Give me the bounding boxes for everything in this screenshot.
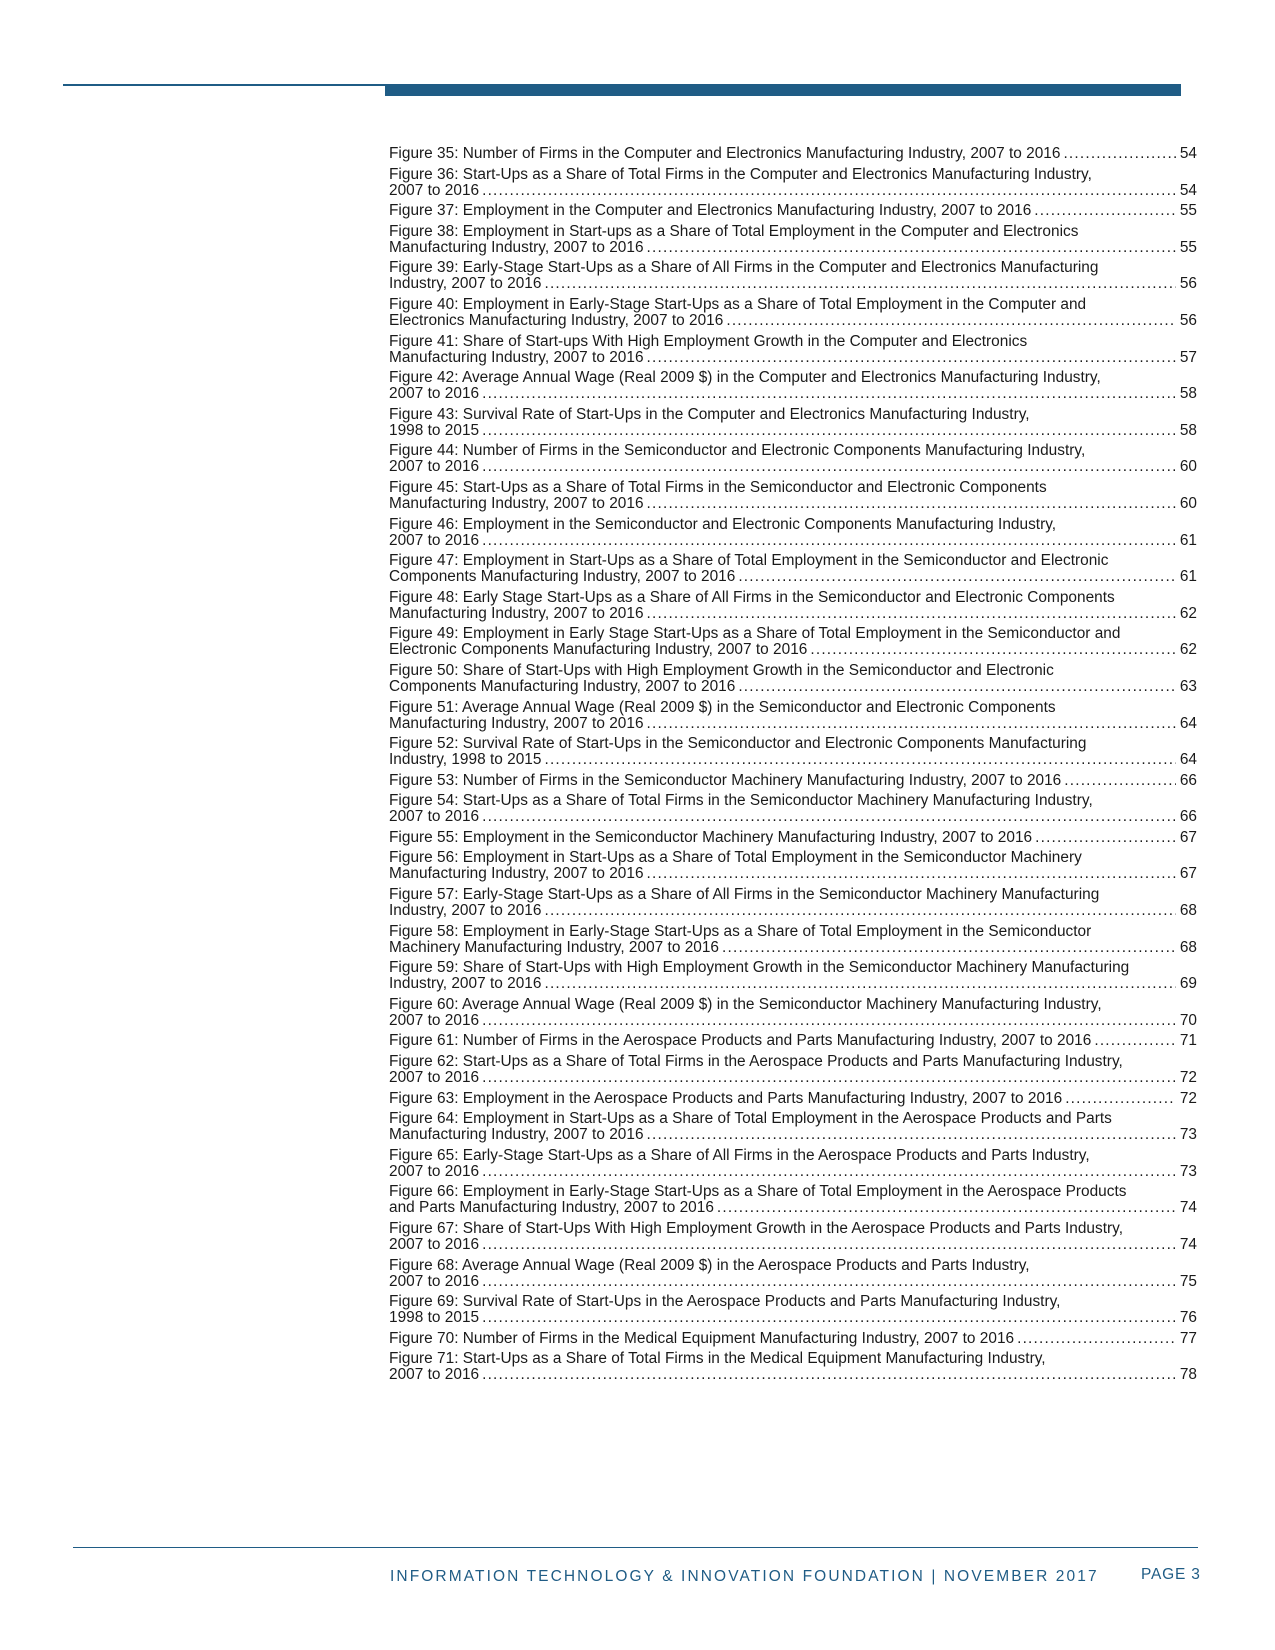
toc-entry-row: [389, 642, 1197, 658]
dot-leader: [544, 976, 1175, 992]
dot-leader: [1094, 1033, 1175, 1049]
toc-entry-row: [389, 1070, 1197, 1086]
toc-entry-title-line: Industry, 2007 to 2016: [389, 275, 542, 293]
toc-entry-title-line: Figure 58: Employment in Early-Stage Start-Ups as a Share of Total Employment in the Semiconductor: [389, 922, 1092, 940]
dot-leader: [647, 496, 1176, 512]
toc-entry-row: [389, 1013, 1197, 1029]
dot-leader: [482, 459, 1176, 475]
dot-leader: [738, 569, 1176, 585]
toc-entry-title-line: Figure 35: Number of Firms in the Computer and Electronics Manufacturing Industry, 2007 to 2016: [389, 145, 1061, 162]
toc-entry-title-line: Electronics Manufacturing Industry, 2007 to 2016: [389, 311, 724, 329]
toc-entry-title-line: 1998 to 2015: [389, 1309, 480, 1327]
toc-entry-title-line: 2007 to 2016: [389, 181, 480, 199]
dot-leader: [1017, 1331, 1176, 1347]
toc-entry-page-number: 55: [1179, 238, 1197, 256]
toc-entry-row: [389, 1237, 1197, 1253]
toc-entry-page-number: 55: [1179, 202, 1197, 220]
toc-entry[interactable]: [389, 997, 1197, 1029]
toc-entry-title-line: 2007 to 2016: [389, 1069, 480, 1087]
toc-entry-title-line: Figure 56: Employment in Start-Ups as a Share of Total Employment in the Semiconductor Machinery: [389, 849, 1082, 867]
toc-entry[interactable]: [389, 146, 1197, 162]
toc-entry[interactable]: [389, 1033, 1197, 1049]
dot-leader: [482, 1164, 1176, 1180]
toc-entry[interactable]: [389, 1111, 1197, 1143]
toc-entry-page-number: 72: [1179, 1089, 1197, 1107]
toc-entry-title-line: Figure 40: Employment in Early-Stage Start-Ups as a Share of Total Employment in the Computer and: [389, 295, 1087, 313]
toc-entry-row: [389, 1164, 1197, 1180]
toc-entry-title-line: 2007 to 2016: [389, 1236, 480, 1253]
footer-page-number: PAGE 3: [1141, 1566, 1201, 1583]
dot-leader: [1064, 773, 1176, 789]
toc-entry-row: [389, 533, 1197, 549]
toc-entry-row: [389, 496, 1197, 512]
toc-entry-title-line: Electronic Components Manufacturing Industry, 2007 to 2016: [389, 641, 808, 659]
toc-entry-row: [389, 716, 1197, 732]
dot-leader: [482, 1237, 1176, 1253]
toc-entry-row: [389, 752, 1197, 768]
toc-entry-page-number: 67: [1179, 828, 1197, 846]
toc-entry-row: [389, 203, 1197, 219]
toc-entry-page-number: 61: [1179, 531, 1197, 549]
toc-entry-row: [389, 1127, 1197, 1143]
toc-entry-title-line: Manufacturing Industry, 2007 to 2016: [389, 348, 644, 366]
toc-entry[interactable]: [389, 1221, 1197, 1253]
dot-leader: [482, 1310, 1176, 1326]
toc-entry-page-number: 61: [1179, 568, 1197, 586]
toc-entry-title-line: Figure 68: Average Annual Wage (Real 2009 $) in the Aerospace Products and Parts Industry,: [389, 1256, 1030, 1274]
toc-entry-page-number: 72: [1179, 1069, 1197, 1087]
toc-entry-page-number: 62: [1179, 604, 1197, 622]
toc-entry-page-number: 70: [1179, 1011, 1197, 1029]
list-of-figures: [389, 146, 1197, 1388]
toc-entry[interactable]: [389, 663, 1197, 695]
toc-entry-row: [389, 1200, 1197, 1216]
toc-entry-title-line: Figure 50: Share of Start-Ups with High Employment Growth in the Semiconductor and Electronic: [389, 661, 1054, 679]
toc-entry-page-number: 75: [1179, 1272, 1197, 1290]
toc-entry-title-line: and Parts Manufacturing Industry, 2007 to 2016: [389, 1199, 714, 1217]
toc-entry-row: [389, 679, 1197, 695]
dot-leader: [482, 386, 1176, 402]
toc-entry-title-line: Industry, 2007 to 2016: [389, 902, 542, 920]
toc-entry-title-line: Figure 44: Number of Firms in the Semiconductor and Electronic Components Manufacturing Industry,: [389, 442, 1086, 460]
toc-entry[interactable]: [389, 480, 1197, 512]
toc-entry-row: [389, 276, 1197, 292]
toc-entry-page-number: 57: [1179, 348, 1197, 366]
header-rule-thin: [63, 84, 385, 86]
toc-entry[interactable]: [389, 1091, 1197, 1107]
toc-entry-row: [389, 1331, 1197, 1347]
toc-entry-title-line: Figure 49: Employment in Early Stage Start-Ups as a Share of Total Employment in the Semiconductor and: [389, 625, 1121, 643]
footer-organization: INFORMATION TECHNOLOGY & INNOVATION FOUNDATION | NOVEMBER 2017: [390, 1568, 1099, 1585]
toc-entry[interactable]: [389, 626, 1197, 658]
dot-leader: [1065, 1091, 1176, 1107]
toc-entry-title-line: Figure 52: Survival Rate of Start-Ups in the Semiconductor and Electronic Components Manufacturing: [389, 735, 1087, 753]
toc-entry-row: [389, 866, 1197, 882]
dot-leader: [647, 240, 1176, 256]
toc-entry-page-number: 64: [1179, 714, 1197, 732]
toc-entry-row: [389, 240, 1197, 256]
toc-entry[interactable]: [389, 1294, 1197, 1326]
toc-entry-title-line: Figure 66: Employment in Early-Stage Start-Ups as a Share of Total Employment in the Aerospace Products: [389, 1183, 1127, 1201]
toc-entry-title-line: 2007 to 2016: [389, 1162, 480, 1180]
dot-leader: [544, 276, 1175, 292]
toc-entry-row: [389, 146, 1197, 162]
toc-entry-row: [389, 1367, 1197, 1383]
toc-entry-title-line: Figure 59: Share of Start-Ups with High Employment Growth in the Semiconductor Machinery Manufacturing: [389, 959, 1130, 977]
toc-entry-title-line: Figure 63: Employment in the Aerospace Products and Parts Manufacturing Industry, 2007 to 2016: [389, 1089, 1063, 1107]
toc-entry-page-number: 56: [1179, 311, 1197, 329]
toc-entry-title-line: 2007 to 2016: [389, 458, 480, 476]
toc-entry[interactable]: [389, 224, 1197, 256]
dot-leader: [1035, 830, 1176, 846]
toc-entry[interactable]: [389, 407, 1197, 439]
toc-entry-title-line: Figure 70: Number of Firms in the Medical Equipment Manufacturing Industry, 2007 to 2016: [389, 1329, 1015, 1347]
dot-leader: [482, 1013, 1176, 1029]
dot-leader: [482, 533, 1176, 549]
toc-entry[interactable]: [389, 924, 1197, 956]
toc-entry-page-number: 68: [1179, 938, 1197, 956]
toc-entry-page-number: 73: [1179, 1126, 1197, 1144]
dot-leader: [647, 716, 1176, 732]
toc-entry-title-line: 1998 to 2015: [389, 421, 480, 439]
toc-entry-title-line: Figure 41: Share of Start-ups With High Employment Growth in the Computer and Electronics: [389, 332, 1028, 350]
toc-entry-title-line: Figure 42: Average Annual Wage (Real 2009 $) in the Computer and Electronics Manufacturing Industry,: [389, 369, 1101, 387]
toc-entry-title-line: Manufacturing Industry, 2007 to 2016: [389, 865, 644, 883]
dot-leader: [647, 866, 1176, 882]
toc-entry-row: [389, 940, 1197, 956]
toc-entry[interactable]: [389, 830, 1197, 846]
dot-leader: [717, 1200, 1176, 1216]
toc-entry[interactable]: [389, 773, 1197, 789]
toc-entry-title-line: Figure 36: Start-Ups as a Share of Total Firms in the Computer and Electronics Manufacturing Industry,: [389, 165, 1092, 183]
toc-entry-title-line: Figure 60: Average Annual Wage (Real 2009 $) in the Semiconductor Machinery Manufacturing Industry,: [389, 995, 1102, 1013]
toc-entry[interactable]: [389, 960, 1197, 992]
dot-leader: [647, 1127, 1176, 1143]
header-bar: [385, 84, 1181, 96]
toc-entry[interactable]: [389, 553, 1197, 585]
toc-entry[interactable]: [389, 1331, 1197, 1347]
toc-entry[interactable]: [389, 1258, 1197, 1290]
toc-entry-page-number: 64: [1179, 751, 1197, 769]
toc-entry-page-number: 74: [1179, 1236, 1197, 1253]
toc-entry-row: [389, 903, 1197, 919]
toc-entry-page-number: 63: [1179, 677, 1197, 695]
toc-entry-title-line: Figure 65: Early-Stage Start-Ups as a Share of All Firms in the Aerospace Products and Parts Industry,: [389, 1146, 1090, 1164]
dot-leader: [482, 183, 1176, 199]
toc-entry-title-line: Figure 69: Survival Rate of Start-Ups in the Aerospace Products and Parts Manufacturing Industry,: [389, 1293, 1061, 1311]
dot-leader: [482, 809, 1176, 825]
toc-entry[interactable]: [389, 1148, 1197, 1180]
toc-entry-title-line: Figure 48: Early Stage Start-Ups as a Share of All Firms in the Semiconductor and Electronic Components: [389, 588, 1115, 606]
toc-entry[interactable]: [389, 590, 1197, 622]
toc-entry[interactable]: [389, 793, 1197, 825]
toc-entry-title-line: Figure 57: Early-Stage Start-Ups as a Share of All Firms in the Semiconductor Machinery Manufacturing: [389, 886, 1100, 904]
toc-entry-page-number: 66: [1179, 771, 1197, 789]
dot-leader: [544, 903, 1175, 919]
toc-entry-title-line: Figure 43: Survival Rate of Start-Ups in the Computer and Electronics Manufacturing Industry,: [389, 405, 1030, 423]
toc-entry-title-line: Figure 54: Start-Ups as a Share of Total Firms in the Semiconductor Machinery Manufacturing Industry,: [389, 792, 1093, 810]
dot-leader: [482, 423, 1176, 439]
toc-entry-title-line: 2007 to 2016: [389, 531, 480, 549]
toc-entry-title-line: Figure 38: Employment in Start-ups as a Share of Total Employment in the Computer and Electronics: [389, 222, 1079, 240]
toc-entry-page-number: 68: [1179, 902, 1197, 920]
toc-entry-page-number: 54: [1179, 181, 1197, 199]
toc-entry[interactable]: [389, 887, 1197, 919]
toc-entry-page-number: 67: [1179, 865, 1197, 883]
toc-entry[interactable]: [389, 1054, 1197, 1086]
toc-entry-page-number: 78: [1179, 1366, 1197, 1384]
toc-entry-title-line: Figure 62: Start-Ups as a Share of Total Firms in the Aerospace Products and Parts Manufacturing Industry,: [389, 1053, 1123, 1071]
toc-entry-page-number: 58: [1179, 385, 1197, 403]
toc-entry-row: [389, 773, 1197, 789]
toc-entry-row: [389, 350, 1197, 366]
toc-entry-title-line: Manufacturing Industry, 2007 to 2016: [389, 604, 644, 622]
dot-leader: [482, 1274, 1176, 1290]
toc-entry-page-number: 62: [1179, 641, 1197, 659]
toc-entry[interactable]: [389, 370, 1197, 402]
footer-rule: [73, 1547, 1198, 1548]
toc-entry-title-line: Figure 45: Start-Ups as a Share of Total Firms in the Semiconductor and Electronic Components: [389, 478, 1047, 496]
toc-entry-title-line: 2007 to 2016: [389, 1011, 480, 1029]
toc-entry-page-number: 66: [1179, 808, 1197, 826]
toc-entry-title-line: Manufacturing Industry, 2007 to 2016: [389, 494, 644, 512]
dot-leader: [544, 752, 1175, 768]
toc-entry-title-line: Figure 47: Employment in Start-Ups as a Share of Total Employment in the Semiconductor and Electronic: [389, 552, 1109, 570]
toc-entry-row: [389, 1091, 1197, 1107]
toc-entry-title-line: 2007 to 2016: [389, 1366, 480, 1384]
toc-entry-title-line: Figure 53: Number of Firms in the Semiconductor Machinery Manufacturing Industry, 2007 to 2016: [389, 771, 1062, 789]
toc-entry-title-line: Industry, 2007 to 2016: [389, 975, 542, 993]
toc-entry[interactable]: [389, 1184, 1197, 1216]
dot-leader: [726, 313, 1175, 329]
toc-entry-page-number: 74: [1179, 1199, 1197, 1217]
toc-entry-row: [389, 459, 1197, 475]
toc-entry-row: [389, 386, 1197, 402]
toc-entry-title-line: Figure 64: Employment in Start-Ups as a Share of Total Employment in the Aerospace Products and Parts: [389, 1110, 1112, 1128]
toc-entry-page-number: 58: [1179, 421, 1197, 439]
toc-entry-title-line: Figure 61: Number of Firms in the Aerospace Products and Parts Manufacturing Industry, 2007 to 2016: [389, 1032, 1092, 1050]
toc-entry-page-number: 56: [1179, 275, 1197, 293]
toc-entry[interactable]: [389, 1351, 1197, 1383]
toc-entry[interactable]: [389, 203, 1197, 219]
toc-entry-title-line: 2007 to 2016: [389, 385, 480, 403]
toc-entry[interactable]: [389, 736, 1197, 768]
toc-entry-title-line: Manufacturing Industry, 2007 to 2016: [389, 714, 644, 732]
toc-entry-row: [389, 606, 1197, 622]
toc-entry-page-number: 69: [1179, 975, 1197, 993]
toc-entry-page-number: 73: [1179, 1162, 1197, 1180]
toc-entry-page-number: 60: [1179, 458, 1197, 476]
toc-entry-title-line: Figure 46: Employment in the Semiconductor and Electronic Components Manufacturing Industry,: [389, 515, 1057, 533]
toc-entry[interactable]: [389, 167, 1197, 199]
toc-entry-row: [389, 569, 1197, 585]
toc-entry-row: [389, 1274, 1197, 1290]
toc-entry-page-number: 60: [1179, 494, 1197, 512]
dot-leader: [647, 350, 1176, 366]
toc-entry[interactable]: [389, 297, 1197, 329]
toc-entry-row: [389, 830, 1197, 846]
toc-entry-title-line: Manufacturing Industry, 2007 to 2016: [389, 238, 644, 256]
toc-entry-title-line: Components Manufacturing Industry, 2007 to 2016: [389, 568, 736, 586]
toc-entry[interactable]: [389, 517, 1197, 549]
toc-entry-row: [389, 809, 1197, 825]
toc-entry-title-line: Industry, 1998 to 2015: [389, 751, 542, 769]
toc-entry-row: [389, 1033, 1197, 1049]
toc-entry-title-line: Figure 71: Start-Ups as a Share of Total Firms in the Medical Equipment Manufacturing Industry,: [389, 1350, 1046, 1368]
dot-leader: [722, 940, 1176, 956]
dot-leader: [482, 1367, 1176, 1383]
dot-leader: [647, 606, 1176, 622]
toc-entry-page-number: 54: [1179, 145, 1197, 162]
toc-entry[interactable]: [389, 443, 1197, 475]
toc-entry-page-number: 76: [1179, 1309, 1197, 1327]
dot-leader: [482, 1070, 1176, 1086]
toc-entry-title-line: Machinery Manufacturing Industry, 2007 to 2016: [389, 938, 720, 956]
dot-leader: [1063, 146, 1175, 162]
toc-entry-row: [389, 183, 1197, 199]
toc-entry-title-line: Figure 67: Share of Start-Ups With High Employment Growth in the Aerospace Products and Parts Industry,: [389, 1220, 1124, 1237]
toc-entry-row: [389, 313, 1197, 329]
toc-entry[interactable]: [389, 850, 1197, 882]
toc-entry-row: [389, 976, 1197, 992]
toc-entry-title-line: Figure 51: Average Annual Wage (Real 2009 $) in the Semiconductor and Electronic Components: [389, 698, 1056, 716]
dot-leader: [810, 642, 1175, 658]
toc-entry-title-line: Figure 39: Early-Stage Start-Ups as a Share of All Firms in the Computer and Electronics Manufacturing: [389, 259, 1099, 277]
toc-entry-row: [389, 1310, 1197, 1326]
toc-entry-page-number: 71: [1179, 1032, 1197, 1050]
toc-entry-title-line: Figure 55: Employment in the Semiconductor Machinery Manufacturing Industry, 2007 to 2016: [389, 828, 1033, 846]
toc-entry-title-line: Components Manufacturing Industry, 2007 to 2016: [389, 677, 736, 695]
dot-leader: [738, 679, 1176, 695]
dot-leader: [1034, 203, 1176, 219]
toc-entry-title-line: 2007 to 2016: [389, 1272, 480, 1290]
toc-entry-title-line: Manufacturing Industry, 2007 to 2016: [389, 1126, 644, 1144]
toc-entry-row: [389, 423, 1197, 439]
toc-entry[interactable]: [389, 260, 1197, 292]
toc-entry-title-line: 2007 to 2016: [389, 808, 480, 826]
toc-entry[interactable]: [389, 700, 1197, 732]
toc-entry-page-number: 77: [1179, 1329, 1197, 1347]
toc-entry[interactable]: [389, 334, 1197, 366]
toc-entry-title-line: Figure 37: Employment in the Computer and Electronics Manufacturing Industry, 2007 to 2016: [389, 202, 1032, 220]
